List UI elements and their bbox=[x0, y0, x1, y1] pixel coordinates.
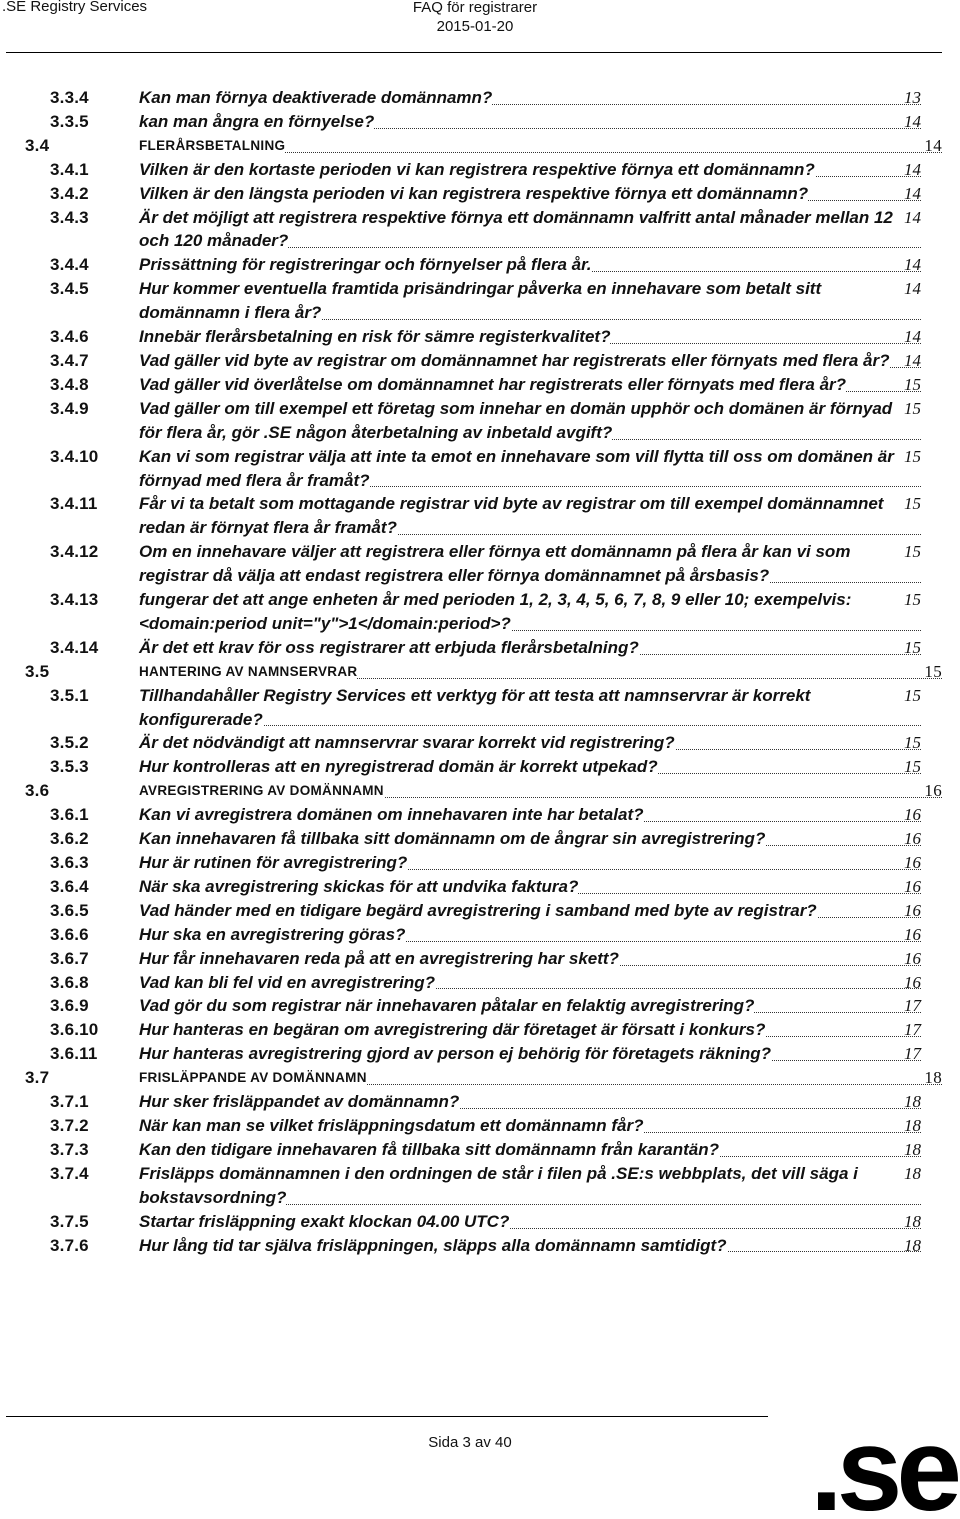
toc-entry-body bbox=[139, 206, 921, 254]
toc-entry-title: Får vi ta betalt som mottagande registrar vid byte av registrar om till exempel domännamnet redan är förnyat flera år framåt? bbox=[139, 494, 884, 538]
toc-entry-page: 15 bbox=[902, 731, 921, 755]
toc-entry-page: 13 bbox=[902, 86, 921, 110]
toc-entry-number: 3.6.9 bbox=[50, 996, 89, 1016]
toc-entry-title: Hur sker frisläppandet av domännamn? bbox=[139, 1092, 460, 1112]
toc-entry[interactable] bbox=[0, 540, 960, 588]
toc-entry-number: 3.4.3 bbox=[50, 207, 89, 227]
toc-entry-body bbox=[139, 1114, 921, 1138]
toc-entry-title: Vad gäller vid överlåtelse om domännamnet har registrerats eller förnyats med flera år? bbox=[139, 374, 847, 394]
toc-entry-body bbox=[139, 1018, 921, 1042]
toc-entry-title: Vilken är den kortaste perioden vi kan registrera respektive förnya ett domännamn? bbox=[139, 159, 815, 179]
toc-entry-page: 14 bbox=[902, 253, 921, 277]
toc-entry[interactable] bbox=[0, 779, 960, 803]
toc-entry-title: Är det ett krav för oss registrarer att erbjuda flerårsbetalning? bbox=[139, 637, 639, 657]
toc-entry-title: Kan vi som registrar välja att inte ta emot en innehavare som vill flytta till oss om domänen är förnyad med flera år framåt? bbox=[139, 446, 894, 490]
toc-entry-title: Hur kontrolleras att en nyregistrerad domän är korrekt utpekad? bbox=[139, 757, 658, 777]
toc-entry-body bbox=[139, 445, 921, 493]
toc-entry-page: 14 bbox=[902, 182, 921, 206]
toc-entry-title: Hur får innehavaren reda på att en avregistrering har skett? bbox=[139, 948, 619, 968]
toc-entry-title: Om en innehavare väljer att registrera eller förnya ett domännamn på flera år kan vi som registrar då välja att endast registrera eller förnya domännamnet på årsbasis? bbox=[139, 542, 851, 586]
toc-entry-body bbox=[139, 636, 921, 660]
toc-entry[interactable] bbox=[0, 134, 960, 158]
toc-entry-title: Är det möjligt att registrera respektive förnya ett domännamn valfritt antal månader mellan 12 och 120 månader? bbox=[139, 207, 893, 251]
toc-entry-title: Kan man förnya deaktiverade domännamn? bbox=[139, 88, 493, 107]
toc-entry-body bbox=[139, 349, 921, 373]
toc-entry-number: 3.4.12 bbox=[50, 542, 99, 562]
toc-entry-body bbox=[139, 1090, 921, 1114]
toc-entry-page: 15 bbox=[902, 588, 921, 612]
toc-entry-number: 3.5.3 bbox=[50, 757, 89, 777]
toc-entry[interactable] bbox=[0, 755, 960, 779]
toc-entry-body bbox=[139, 253, 921, 277]
toc-entry-number: 3.4.4 bbox=[50, 255, 89, 275]
toc-entry-title: Vad gäller om till exempel ett företag som innehar en domän upphör och domänen är förnyad för flera år, gör .SE någon återbetalning av inbetald avgift? bbox=[139, 398, 893, 442]
toc-entry-number: 3.4.6 bbox=[50, 327, 89, 347]
toc-entry-page: 18 bbox=[902, 1234, 921, 1258]
toc-entry-title: Hur hanteras en begäran om avregistrering där företaget är försatt i konkurs? bbox=[139, 1020, 766, 1040]
toc-entry-body bbox=[139, 947, 921, 971]
toc-entry[interactable] bbox=[0, 1138, 960, 1162]
toc-entry-page: 16 bbox=[922, 779, 942, 803]
toc-entry[interactable] bbox=[0, 684, 960, 732]
toc-entry-title: När kan man se vilket frisläppningsdatum ett domännamn får? bbox=[139, 1115, 644, 1135]
toc-entry-page: 15 bbox=[902, 636, 921, 660]
toc-entry-body bbox=[139, 851, 921, 875]
toc-entry-page: 16 bbox=[902, 923, 921, 947]
toc-entry-body bbox=[139, 827, 921, 851]
toc-entry[interactable] bbox=[0, 1090, 960, 1114]
toc-entry-body bbox=[139, 1162, 921, 1210]
toc-entry-body bbox=[139, 158, 921, 182]
toc-entry-page: 15 bbox=[902, 397, 921, 421]
table-of-contents bbox=[0, 86, 960, 1257]
toc-entry-page: 17 bbox=[902, 994, 921, 1018]
toc-entry[interactable] bbox=[0, 158, 960, 182]
toc-entry-page: 14 bbox=[902, 158, 921, 182]
toc-entry-body bbox=[139, 731, 921, 755]
toc-entry[interactable] bbox=[0, 971, 960, 995]
header-date: 2015-01-20 bbox=[436, 18, 514, 35]
toc-entry-page: 16 bbox=[902, 827, 921, 851]
toc-entry-page: 14 bbox=[902, 110, 921, 134]
toc-entry-number: 3.4.5 bbox=[50, 279, 89, 299]
toc-entry-title: Hur är rutinen för avregistrering? bbox=[139, 853, 408, 872]
toc-entry-page: 16 bbox=[902, 851, 921, 875]
toc-entry[interactable] bbox=[0, 1162, 960, 1210]
toc-entry-number: 3.6.11 bbox=[50, 1044, 98, 1064]
toc-entry-title: Vad kan bli fel vid en avregistrering? bbox=[139, 972, 436, 992]
toc-entry-number: 3.7.5 bbox=[50, 1211, 89, 1231]
toc-entry-body bbox=[139, 755, 921, 779]
toc-entry-title: Är det nödvändigt att namnservrar svarar korrekt vid registrering? bbox=[139, 733, 675, 753]
toc-entry-number: 3.3.5 bbox=[50, 111, 89, 131]
toc-entry-number: 3.7.2 bbox=[50, 1115, 89, 1135]
toc-entry-number: 3.7.4 bbox=[50, 1163, 89, 1183]
toc-entry-title: Vad gör du som registrar när innehavaren påtalar en felaktig avregistrering? bbox=[139, 996, 755, 1016]
toc-entry-number: 3.4.8 bbox=[50, 374, 89, 394]
header-center bbox=[400, 0, 550, 36]
toc-entry-page: 16 bbox=[902, 947, 921, 971]
toc-entry[interactable] bbox=[0, 277, 960, 325]
toc-entry-number: 3.4.2 bbox=[50, 183, 89, 203]
toc-entry-body bbox=[139, 540, 921, 588]
toc-entry-title: Kan vi avregistrera domänen om innehavaren inte har betalat? bbox=[139, 805, 644, 825]
toc-entry[interactable] bbox=[0, 994, 960, 1018]
toc-entry-page: 14 bbox=[902, 349, 921, 373]
toc-entry-title: Kan den tidigare innehavaren få tillbaka sitt domännamn från karantän? bbox=[139, 1139, 720, 1159]
toc-entry-number: 3.6.1 bbox=[50, 805, 89, 825]
toc-entry-page: 15 bbox=[902, 445, 921, 469]
toc-entry-title: Frisläpps domännamnen i den ordningen de står i filen på .SE:s webbplats, det vill säga i bokstavsordning? bbox=[139, 1163, 858, 1207]
toc-entry-number: 3.7.3 bbox=[50, 1139, 89, 1159]
se-logo-text: .se bbox=[809, 1418, 956, 1518]
toc-entry-number: 3.6.4 bbox=[50, 876, 89, 896]
toc-entry-body bbox=[139, 971, 921, 995]
toc-entry[interactable] bbox=[0, 923, 960, 947]
toc-entry-body bbox=[139, 182, 921, 206]
toc-entry[interactable] bbox=[0, 1210, 960, 1234]
toc-entry-number: 3.4.9 bbox=[50, 398, 89, 418]
toc-entry-page: 15 bbox=[902, 373, 921, 397]
toc-entry-title: Vad gäller vid byte av registrar om domännamnet har registrerats eller förnyats med flera år? bbox=[139, 350, 890, 370]
toc-entry[interactable] bbox=[0, 1018, 960, 1042]
toc-entry[interactable] bbox=[0, 947, 960, 971]
toc-entry-page: 15 bbox=[902, 540, 921, 564]
toc-entry-number: 3.6 bbox=[25, 781, 50, 801]
toc-entry-number: 3.6.5 bbox=[50, 900, 89, 920]
toc-entry-body bbox=[139, 803, 921, 827]
toc-entry-body bbox=[139, 1138, 921, 1162]
toc-entry[interactable] bbox=[0, 86, 960, 110]
toc-entry-number: 3.6.10 bbox=[50, 1020, 99, 1040]
toc-entry-number: 3.6.7 bbox=[50, 948, 89, 968]
toc-entry-title: Kan innehavaren få tillbaka sitt domännamn om de ångrar sin avregistrering? bbox=[139, 829, 766, 849]
toc-entry-body bbox=[139, 1210, 921, 1234]
toc-entry-body bbox=[139, 1066, 942, 1090]
toc-entry[interactable] bbox=[0, 827, 960, 851]
toc-entry-body bbox=[139, 899, 921, 923]
toc-entry-title: Startar frisläppning exakt klockan 04.00 UTC? bbox=[139, 1211, 510, 1231]
toc-entry[interactable] bbox=[0, 110, 960, 134]
toc-entry-title: AVREGISTRERING AV DOMÄNNAMN bbox=[139, 783, 384, 799]
toc-entry[interactable] bbox=[0, 206, 960, 254]
toc-entry-page: 16 bbox=[902, 803, 921, 827]
toc-entry-number: 3.5.2 bbox=[50, 733, 89, 753]
toc-entry-number: 3.6.3 bbox=[50, 853, 89, 872]
toc-entry-page: 15 bbox=[902, 684, 921, 708]
toc-entry-title: Hur kommer eventuella framtida prisändringar påverka en innehavare som betalt sitt domännamn i flera år? bbox=[139, 279, 822, 323]
toc-entry-body bbox=[139, 994, 921, 1018]
toc-entry-page: 17 bbox=[902, 1042, 921, 1066]
toc-entry-body bbox=[139, 86, 921, 110]
toc-entry[interactable] bbox=[0, 660, 960, 684]
toc-entry-title: Innebär flerårsbetalning en risk för sämre registerkvalitet? bbox=[139, 327, 611, 347]
toc-entry-page: 18 bbox=[902, 1138, 921, 1162]
toc-entry-number: 3.4.1 bbox=[50, 159, 89, 179]
toc-entry-title: När ska avregistrering skickas för att undvika faktura? bbox=[139, 876, 579, 896]
toc-entry[interactable] bbox=[0, 803, 960, 827]
toc-entry-page: 16 bbox=[902, 899, 921, 923]
toc-entry[interactable] bbox=[0, 851, 960, 875]
toc-entry-page: 15 bbox=[902, 492, 921, 516]
toc-entry-number: 3.3.4 bbox=[50, 88, 89, 107]
toc-entry-number: 3.5 bbox=[25, 661, 50, 681]
toc-entry-page: 17 bbox=[902, 1018, 921, 1042]
toc-entry-number: 3.4.11 bbox=[50, 494, 98, 514]
toc-entry[interactable] bbox=[0, 875, 960, 899]
toc-entry-body bbox=[139, 277, 921, 325]
toc-entry-body bbox=[139, 779, 942, 803]
toc-entry-title: kan man ångra en förnyelse? bbox=[139, 111, 375, 131]
toc-entry-body bbox=[139, 373, 921, 397]
toc-entry-number: 3.6.8 bbox=[50, 972, 89, 992]
toc-entry[interactable] bbox=[0, 731, 960, 755]
toc-entry-body bbox=[139, 660, 942, 684]
toc-entry-page: 14 bbox=[922, 134, 942, 158]
toc-entry[interactable] bbox=[0, 397, 960, 445]
toc-entry-body bbox=[139, 1234, 921, 1258]
toc-entry-title: Vilken är den längsta perioden vi kan registrera respektive förnya ett domännamn? bbox=[139, 183, 809, 203]
toc-entry-number: 3.7.6 bbox=[50, 1235, 89, 1255]
toc-entry[interactable] bbox=[0, 1042, 960, 1066]
toc-entry-number: 3.7.1 bbox=[50, 1092, 89, 1112]
toc-entry-title: FRISLÄPPANDE AV DOMÄNNAMN bbox=[139, 1070, 367, 1086]
toc-entry-page: 15 bbox=[902, 755, 921, 779]
toc-entry[interactable] bbox=[0, 492, 960, 540]
footer-page-number: Sida 3 av 40 bbox=[428, 1434, 512, 1451]
toc-entry-number: 3.7 bbox=[25, 1068, 50, 1088]
toc-entry-number: 3.4.7 bbox=[50, 350, 89, 370]
toc-entry[interactable] bbox=[0, 445, 960, 493]
toc-entry-body bbox=[139, 110, 921, 134]
toc-entry-title: Prissättning för registreringar och förnyelser på flera år. bbox=[139, 255, 592, 275]
toc-entry-title: Hur ska en avregistrering göras? bbox=[139, 924, 406, 944]
header-title: FAQ för registrarer bbox=[412, 0, 538, 16]
toc-entry-title: HANTERING AV NAMNSERVRAR bbox=[139, 663, 358, 679]
toc-entry-title: fungerar det att ange enheten år med perioden 1, 2, 3, 4, 5, 6, 7, 8, 9 eller 10; exempelvis: <domain:period unit="y">1</domain:period>? bbox=[139, 590, 852, 633]
toc-entry-body bbox=[139, 875, 921, 899]
toc-entry-body bbox=[139, 1042, 921, 1066]
toc-entry[interactable] bbox=[0, 253, 960, 277]
toc-entry[interactable] bbox=[0, 182, 960, 206]
toc-entry-body bbox=[139, 492, 921, 540]
toc-entry[interactable] bbox=[0, 1234, 960, 1258]
toc-entry-number: 3.4.14 bbox=[50, 637, 99, 657]
toc-entry-page: 18 bbox=[902, 1210, 921, 1234]
toc-entry-number: 3.4.10 bbox=[50, 446, 99, 466]
toc-entry-page: 18 bbox=[922, 1066, 942, 1090]
toc-entry[interactable] bbox=[0, 1066, 960, 1090]
toc-entry-page: 16 bbox=[902, 875, 921, 899]
toc-entry-number: 3.5.1 bbox=[50, 685, 89, 705]
toc-entry-title: Vad händer med en tidigare begärd avregistrering i samband med byte av registrar? bbox=[139, 900, 817, 920]
toc-entry-body bbox=[139, 325, 921, 349]
toc-entry-title: Hur hanteras avregistrering gjord av person ej behörig för företagets räkning? bbox=[139, 1044, 771, 1064]
toc-entry[interactable] bbox=[0, 1114, 960, 1138]
toc-entry-title: Tillhandahåller Registry Services ett verktyg för att testa att namnservrar är korrekt konfigurerade? bbox=[139, 685, 811, 729]
toc-entry-body bbox=[139, 923, 921, 947]
toc-entry-body bbox=[139, 397, 921, 445]
toc-entry[interactable] bbox=[0, 899, 960, 923]
toc-entry[interactable] bbox=[0, 349, 960, 373]
toc-entry-title: FLERÅRSBETALNING bbox=[139, 137, 286, 153]
toc-entry-page: 18 bbox=[902, 1114, 921, 1138]
toc-entry-page: 18 bbox=[902, 1162, 921, 1186]
footer-divider bbox=[6, 1416, 768, 1417]
toc-entry-page: 16 bbox=[902, 971, 921, 995]
toc-entry-page: 14 bbox=[902, 325, 921, 349]
toc-entry-body bbox=[139, 684, 921, 732]
toc-entry[interactable] bbox=[0, 636, 960, 660]
toc-entry[interactable] bbox=[0, 325, 960, 349]
toc-entry-number: 3.6.2 bbox=[50, 829, 89, 849]
toc-entry-title: Hur lång tid tar själva frisläppningen, släpps alla domännamn samtidigt? bbox=[139, 1235, 727, 1255]
toc-entry-body bbox=[139, 588, 921, 636]
toc-entry-page: 14 bbox=[902, 206, 921, 230]
toc-entry-number: 3.4 bbox=[25, 135, 50, 155]
toc-entry[interactable] bbox=[0, 588, 960, 636]
toc-entry-page: 15 bbox=[922, 660, 942, 684]
toc-entry-number: 3.6.6 bbox=[50, 924, 89, 944]
toc-entry-body bbox=[139, 134, 942, 158]
toc-entry-number: 3.4.13 bbox=[50, 590, 99, 610]
toc-entry-page: 14 bbox=[902, 277, 921, 301]
toc-entry[interactable] bbox=[0, 373, 960, 397]
toc-entry-page: 18 bbox=[902, 1090, 921, 1114]
se-logo bbox=[760, 1418, 960, 1518]
header-organization: .SE Registry Services bbox=[2, 0, 148, 15]
header-divider bbox=[6, 52, 942, 53]
